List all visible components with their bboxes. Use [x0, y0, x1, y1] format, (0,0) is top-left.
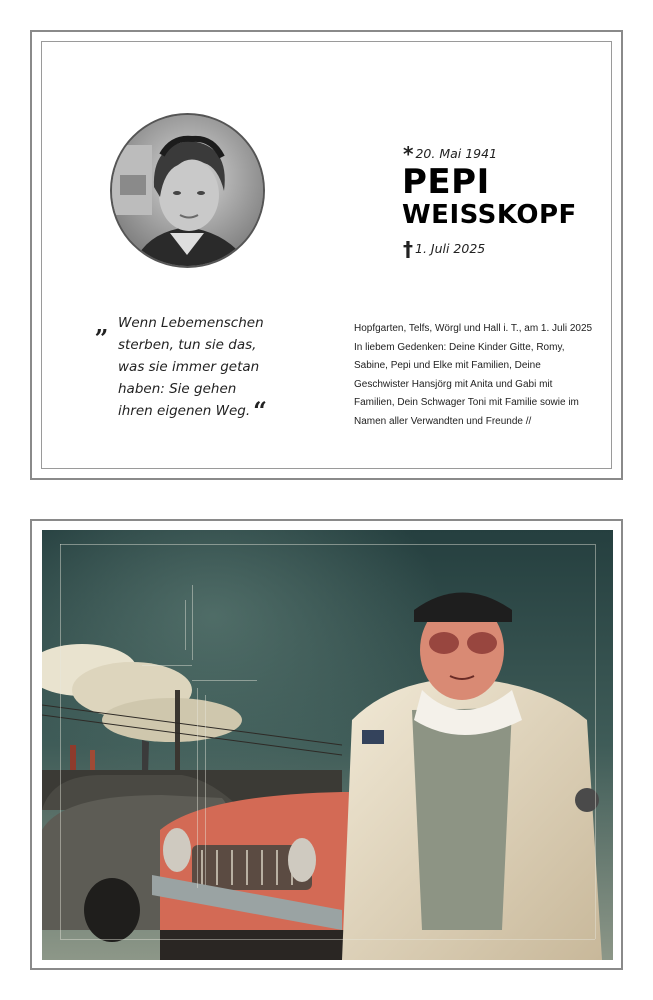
death-date: [403, 237, 485, 261]
deco-frame-line: [60, 939, 595, 940]
last-name: WEISSKOPF: [402, 200, 577, 230]
notice-line: Familien, Dein Schwager Toni mit Familie sowie im: [354, 397, 579, 409]
deco-frame-line: [595, 544, 596, 939]
cross-decoration: [192, 680, 257, 681]
memorial-card-back: [30, 519, 623, 970]
cross-icon: †: [403, 237, 413, 261]
death-date-text: 1. Juli 2025: [415, 241, 486, 256]
quote-text: Wenn Lebemenschen sterben, tun sie das, was sie immer getan haben: Sie gehen ihren eigenen Weg.: [118, 315, 264, 419]
notice-line: Geschwister Hansjörg mit Anita und Gabi mit: [354, 378, 553, 390]
quote-close-icon: “: [253, 396, 267, 425]
notice-line: In liebem Gedenken: Deine Kinder Gitte, Romy,: [354, 341, 565, 353]
deco-frame-line: [60, 544, 595, 545]
notice-line: Namen aller Verwandten und Freunde //: [354, 415, 532, 427]
cross-decoration: [142, 665, 192, 666]
cross-decoration: [205, 695, 206, 885]
memorial-quote: [95, 310, 267, 425]
cross-decoration: [185, 600, 186, 650]
mourning-notice: [354, 320, 624, 432]
notice-line: Hopfgarten, Telfs, Wörgl und Hall i. T., am 1. Juli 2025: [354, 323, 593, 334]
car-scene-photo: [42, 530, 613, 960]
deco-frame-line: [60, 544, 61, 939]
notice-line: Sabine, Pepi und Elke mit Familien, Deine: [354, 360, 541, 372]
cross-decoration: [197, 688, 198, 888]
birth-date-text: 20. Mai 1941: [415, 146, 498, 161]
cross-decoration: [192, 585, 193, 660]
star-icon: *: [403, 142, 414, 166]
portrait-photo: [110, 113, 265, 268]
first-name: PEPI: [402, 162, 490, 202]
quote-open-icon: „: [95, 310, 109, 339]
